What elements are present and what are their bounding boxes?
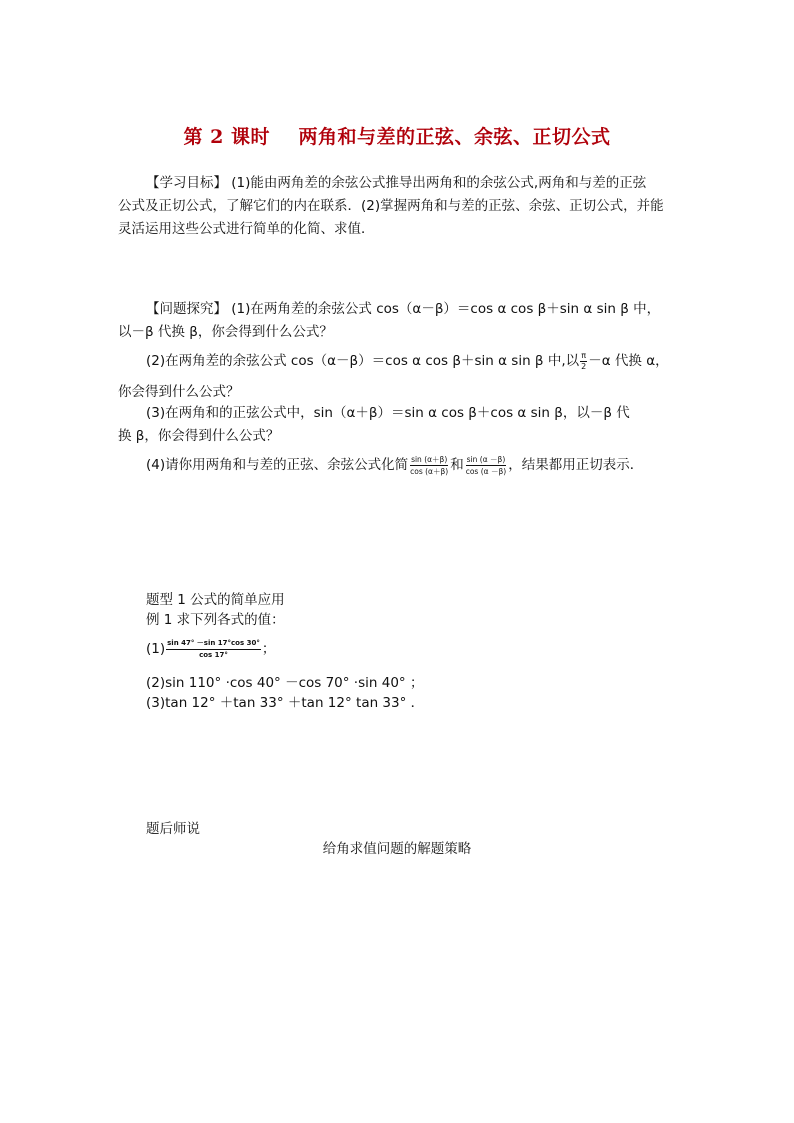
example-1-item-2: (2)sin 110° ·cos 40° －cos 70° ·sin 40° ； — [146, 675, 424, 691]
sin-over-cos-diff-fraction — [465, 455, 507, 476]
question-type-label: 题型 1 公式的简单应用 — [146, 592, 285, 608]
explore-q2-line-1 — [146, 350, 669, 373]
example-1-label: 例 1 求下列各式的值： — [146, 612, 285, 628]
explore-q4-text-pre: (4)请你用两角和与差的正弦、余弦公式化简 — [146, 457, 409, 473]
objectives-line-3: 灵活运用这些公式进行简单的化简、求值． — [118, 221, 375, 237]
item-1-fraction — [166, 639, 261, 660]
objectives-line-1: 【学习目标】 (1)能由两角差的余弦公式推导出两角和的余弦公式,两角和与差的正弦 — [146, 175, 647, 191]
objectives-line-2: 公式及正切公式，了解它们的内在联系．(2)掌握两角和与差的正弦、余弦、正切公式，并能 — [118, 198, 664, 214]
pi-over-2-fraction — [580, 352, 587, 371]
afterword-label: 题后师说 — [146, 821, 200, 837]
explore-q3-line-1: (3)在两角和的正弦公式中，sin（α＋β）＝sin α cos β＋cos α sin β，以－β 代 — [146, 405, 630, 421]
explore-q4-text-post: ，结果都用正切表示． — [508, 457, 644, 473]
explore-q1-line-2: 以－β 代换 β，你会得到什么公式？ — [118, 324, 333, 340]
fraction-denominator: cos (α －β) — [465, 466, 507, 476]
explore-q2-text-pre: (2)在两角差的余弦公式 cos（α－β）＝cos α cos β＋sin α sin β 中,以 — [146, 353, 580, 369]
explore-q1-line-1: 【问题探究】 (1)在两角差的余弦公式 cos（α－β）＝cos α cos β＋sin α sin β 中， — [146, 301, 661, 317]
fraction-denominator: 2 — [581, 361, 587, 371]
fraction-numerator: sin (α＋β) — [411, 454, 448, 464]
item-1-number: (1) — [146, 641, 166, 657]
explore-q4-line — [146, 454, 643, 477]
page-title: 第 2 课时 两角和与差的正弦、余弦、正切公式 — [183, 126, 611, 148]
fraction-denominator: cos (α＋β) — [410, 466, 449, 476]
afterword-subtitle: 给角求值问题的解题策略 — [322, 841, 472, 857]
fraction-numerator: π — [581, 350, 587, 360]
example-1-item-1 — [146, 638, 275, 661]
fraction-numerator: sin (α －β) — [466, 454, 506, 464]
sin-over-cos-sum-fraction — [409, 455, 449, 476]
fraction-numerator: sin 47° －sin 17°cos 30° — [166, 639, 261, 650]
explore-q2-line-2: 你会得到什么公式？ — [118, 384, 240, 400]
fraction-denominator: cos 17° — [199, 650, 228, 659]
example-1-item-3: (3)tan 12° ＋tan 33° ＋tan 12° tan 33° ． — [146, 695, 425, 711]
item-1-semicolon: ； — [261, 641, 276, 657]
explore-q3-line-2: 换 β，你会得到什么公式？ — [118, 428, 280, 444]
explore-q2-text-post: －α 代换 α， — [588, 353, 669, 369]
explore-q4-text-mid: 和 — [450, 457, 464, 473]
